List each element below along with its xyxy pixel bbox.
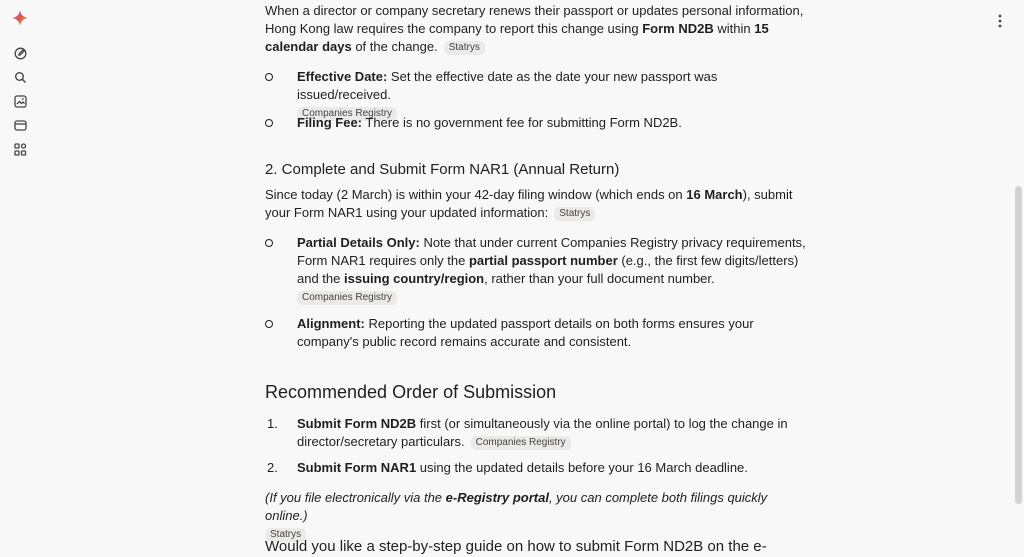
intro-bold-days: 15 calendar days [265, 21, 769, 54]
section-paragraph [265, 186, 810, 222]
item-label: Filing Fee: [297, 115, 362, 130]
bullet-icon [265, 239, 273, 247]
source-chip[interactable]: Statrys [554, 207, 595, 221]
paragraph-bold-date: 16 March [686, 187, 743, 202]
paragraph-text: ), submit your Form NAR1 using your updated information: [265, 187, 793, 220]
source-chip[interactable]: Companies Registry [297, 291, 397, 305]
source-chip[interactable]: Statrys [265, 528, 306, 542]
section-heading: 2. Complete and Submit Form NAR1 (Annual Return) [265, 161, 620, 178]
item-label: Submit Form ND2B [297, 416, 417, 431]
item-text: Set the effective date as the date your new passport was issued/received. [297, 69, 718, 102]
note-text: , you can complete both filings quickly online.) [265, 490, 768, 523]
item-bold: partial passport number [468, 253, 618, 268]
note-text: (If you file electronically via the [265, 490, 446, 505]
more-vert-icon[interactable] [992, 12, 1008, 30]
item-text: Note that under current Companies Registry privacy requirements, Form NAR1 requires only the [297, 235, 806, 268]
item-text: first (or simultaneously via the online portal) to log the change in director/secretary particulars. [297, 416, 788, 449]
source-chip[interactable]: Statrys [444, 41, 485, 55]
item-text: using the updated details before your 16 March deadline. [416, 460, 748, 475]
item-text: (e.g., the first few digits/letters) and the [297, 253, 799, 286]
intro-bold-form: Form ND2B [642, 21, 714, 36]
item-label: Submit Form NAR1 [297, 460, 417, 475]
intro-paragraph [265, 2, 810, 56]
note-paragraph [265, 489, 810, 543]
item-label: Partial Details Only: [297, 235, 420, 250]
item-bold: issuing country/region [344, 271, 485, 286]
source-chip[interactable]: Companies Registry [297, 107, 397, 121]
paragraph-text: Since today (2 March) is within your 42-day filing window (which ends on [265, 187, 687, 202]
bullet-icon [265, 320, 273, 328]
section-heading: Recommended Order of Submission [265, 382, 557, 402]
item-text: Reporting the updated passport details on both forms ensures your company's public record remains accurate and consistent. [297, 316, 754, 349]
item-text: There is no government fee for submitting Form ND2B. [362, 115, 682, 130]
bullet-icon [265, 73, 273, 81]
source-chip[interactable]: Companies Registry [471, 436, 571, 450]
followup-question: Would you like a step-by-step guide on how to submit Form ND2B on the e- [265, 538, 767, 555]
item-text: , rather than your full document number. [484, 271, 715, 286]
bullet-icon [265, 119, 273, 127]
sidebar [0, 0, 40, 554]
scrollbar-thumb[interactable] [1015, 186, 1022, 504]
gems-icon[interactable] [12, 117, 28, 133]
gallery-icon[interactable] [12, 93, 28, 109]
item-number: 2. [267, 460, 278, 475]
new-chat-icon[interactable] [12, 45, 28, 61]
item-number: 1. [267, 416, 278, 431]
gemini-spark-icon[interactable] [12, 10, 28, 26]
item-label: Effective Date: [297, 69, 388, 84]
list-item [265, 68, 810, 119]
search-icon[interactable] [12, 69, 28, 85]
item-label: Alignment: [297, 316, 365, 331]
intro-text: within [713, 21, 755, 36]
intro-text: of the change. [351, 39, 438, 54]
intro-text: When a director or company secretary renews their passport or updates personal information, Hong Kong law requires the company to report this change using [265, 3, 804, 36]
note-bold-portal: e-Registry portal [445, 490, 549, 505]
apps-icon[interactable] [12, 141, 28, 157]
